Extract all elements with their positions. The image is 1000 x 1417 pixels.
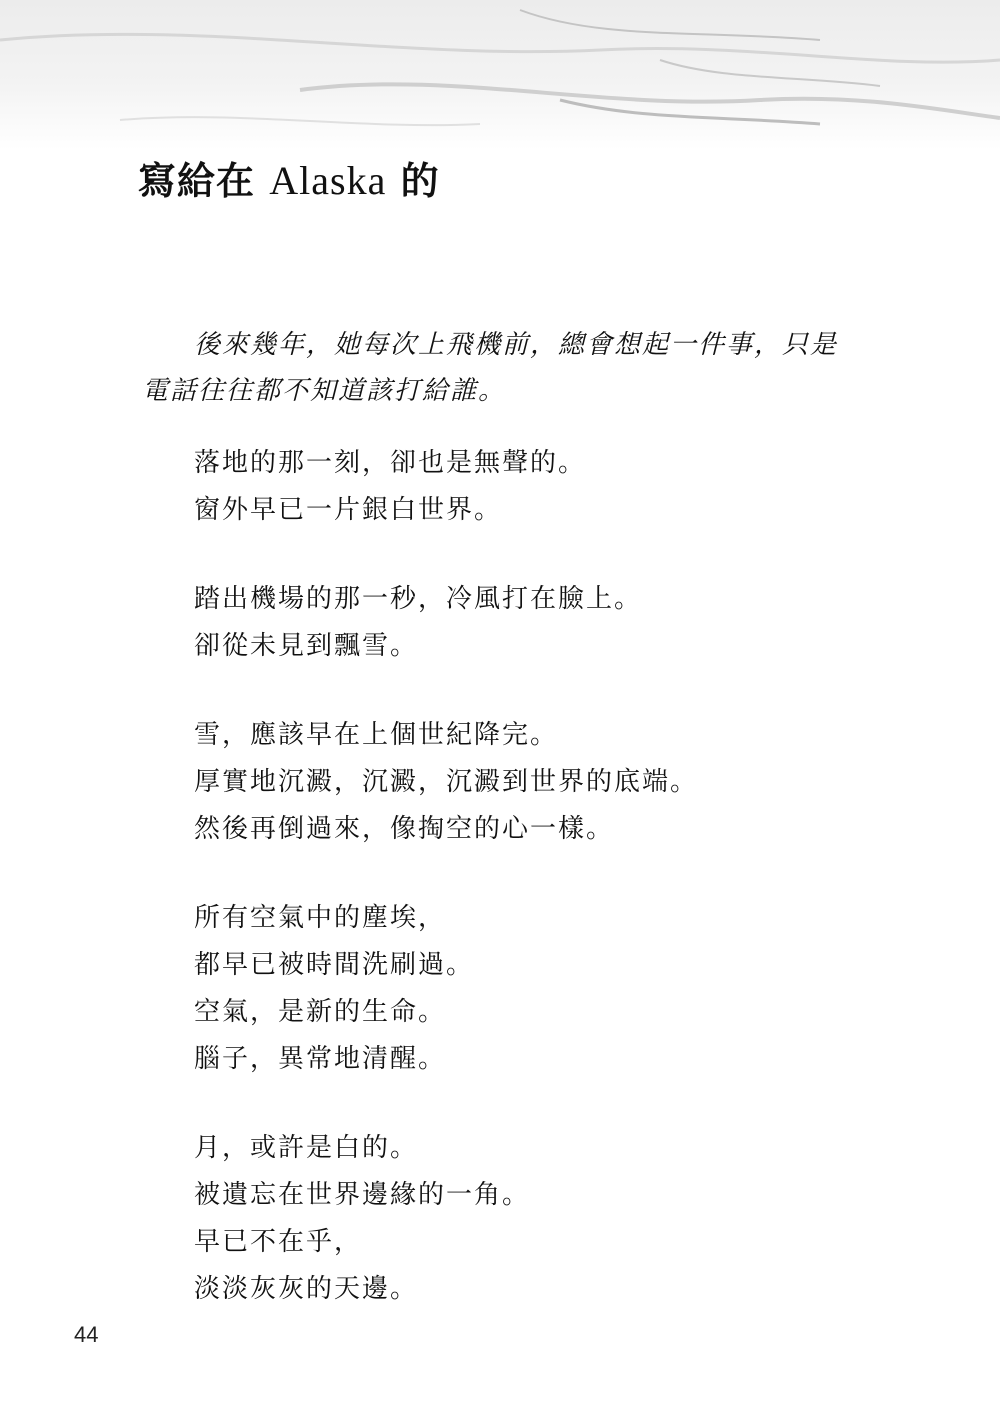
stanza — [194, 576, 698, 670]
poem-line: 落地的那一刻，卻也是無聲的。 — [194, 448, 587, 478]
page-title — [138, 150, 440, 205]
water-ripple-image — [0, 0, 1000, 150]
poem-line: 腦子，異常地清醒。 — [194, 1044, 447, 1074]
poem-line: 卻從未見到飄雪。 — [194, 631, 419, 661]
stanza — [194, 895, 698, 1083]
poem-line: 淡淡灰灰的天邊。 — [194, 1274, 419, 1304]
poem-line: 窗外早已一片銀白世界。 — [194, 495, 503, 525]
poem-line: 雪，應該早在上個世紀降完。 — [194, 720, 559, 750]
intro-paragraph — [142, 322, 872, 414]
title-latin: Alaska — [269, 158, 387, 203]
poem-body — [194, 440, 698, 1355]
header-decorative-band — [0, 0, 1000, 150]
poem-line: 空氣，是新的生命。 — [194, 997, 447, 1027]
stanza — [194, 440, 698, 534]
intro-line: 後來幾年，她每次上飛機前，總會想起一件事，只是 — [194, 330, 839, 360]
title-suffix: 的 — [400, 158, 440, 203]
poem-line: 都早已被時間洗刷過。 — [194, 950, 475, 980]
stanza — [194, 1125, 698, 1313]
poem-line: 厚實地沉澱，沉澱，沉澱到世界的底端。 — [194, 767, 699, 797]
page-number: 44 — [74, 1322, 99, 1347]
poem-line: 早已不在乎， — [194, 1227, 363, 1257]
intro-line: 電話往往都不知道該打給誰。 — [142, 376, 507, 406]
poem-line: 踏出機場的那一秒，冷風打在臉上。 — [194, 584, 643, 614]
stanza — [194, 712, 698, 853]
poem-line: 被遺忘在世界邊緣的一角。 — [194, 1180, 531, 1210]
poem-line: 所有空氣中的塵埃， — [194, 903, 447, 933]
poem-line: 然後再倒過來，像掏空的心一樣。 — [194, 814, 615, 844]
poem-line: 月，或許是白的。 — [194, 1133, 419, 1163]
title-prefix: 寫給在 — [138, 158, 256, 203]
